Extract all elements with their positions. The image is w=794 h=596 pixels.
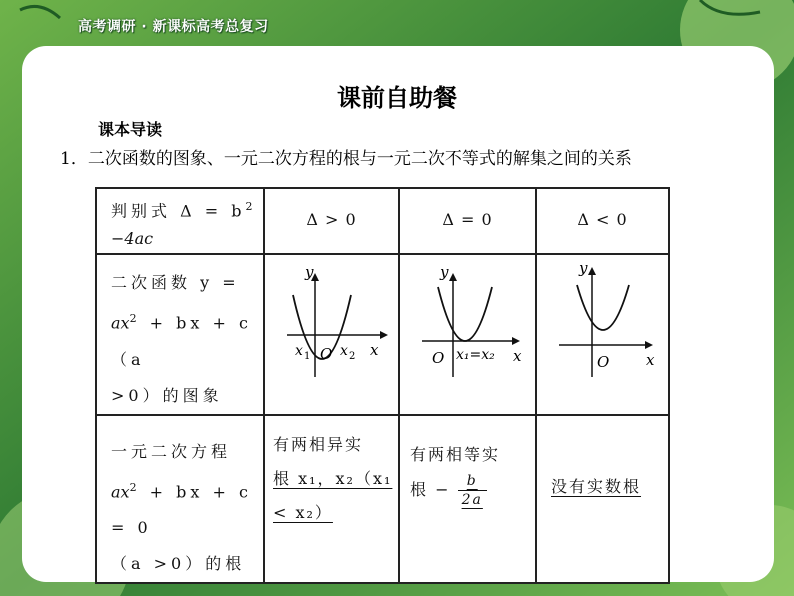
row1-label-line2: −4ac <box>111 229 154 249</box>
answer-two-roots-l2: 根 x₁，x₂（x₁ <box>273 468 393 488</box>
root-x1-label: x <box>295 343 303 360</box>
row3-label-l2sup: 2 <box>129 480 141 494</box>
one-root-answer-cell <box>399 415 536 583</box>
answer-no-root: 没有实数根 <box>551 476 642 496</box>
fraction-denominator: 2a <box>461 491 483 508</box>
row1-label-cell <box>96 188 264 254</box>
header-title: 高考调研 · 新课标高考总复习 <box>78 19 269 35</box>
double-root-label: x₁=x₂ <box>456 347 495 364</box>
fraction-numerator: b <box>458 472 487 491</box>
row2-label-l1: 二次函数 y = <box>111 273 240 293</box>
axis-x-label: x <box>646 351 655 370</box>
table-row <box>96 188 669 254</box>
answer-two-roots-l1: 有两相异实 <box>273 434 364 454</box>
row2-label-l2a: ax <box>111 313 130 333</box>
answer-one-root-l1: 有两相等实 <box>410 444 501 464</box>
origin-label: O <box>320 345 333 364</box>
axis-y-label: y <box>305 263 314 282</box>
slide-title: 课前自助餐 <box>337 83 457 112</box>
two-roots-answer-cell <box>264 415 399 583</box>
axis-x-label: x <box>513 347 522 366</box>
graph-no-root <box>537 255 668 389</box>
table-row <box>96 254 669 414</box>
row1-col2-cell <box>399 188 536 254</box>
row2-label-cell <box>96 254 264 414</box>
row1-col1-cell <box>264 188 399 254</box>
table-row <box>96 415 669 583</box>
row1-col3-cell <box>536 188 669 254</box>
discriminant-table <box>95 187 670 584</box>
row3-label-cell <box>96 415 264 583</box>
axis-y-label: y <box>440 263 449 282</box>
graph-two-roots-cell <box>264 254 399 414</box>
section-label: 课本导读 <box>98 120 163 139</box>
row3-label-l3: （a >0）的根 <box>111 553 246 573</box>
root-x2-label: x <box>340 343 348 360</box>
root-x1-sub: 1 <box>304 351 311 363</box>
row3-label-l2a: ax <box>111 481 130 501</box>
no-root-answer-cell <box>536 415 669 583</box>
delta-lt-zero: Δ < 0 <box>577 210 628 229</box>
row3-label-l1: 一元二次方程 <box>111 441 232 461</box>
graph-one-root <box>400 255 535 389</box>
intro-text: 1．二次函数的图象、一元二次方程的根与一元二次不等式的解集之间的关系 <box>60 149 632 169</box>
row2-label-l3: >0）的图象 <box>111 385 223 405</box>
answer-two-roots-l3: < x₂） <box>273 502 333 522</box>
row3-label-l2b: + bx + c = 0 <box>111 481 252 537</box>
root-x2-sub: 2 <box>349 351 356 363</box>
answer-one-root-l2: 根 − <box>410 479 451 499</box>
axis-x-label: x <box>370 341 379 360</box>
origin-label: O <box>597 353 610 372</box>
answer-one-root-fraction <box>458 472 487 509</box>
delta-gt-zero: Δ > 0 <box>306 210 357 229</box>
graph-one-root-cell <box>399 254 536 414</box>
graph-no-root-cell <box>536 254 669 414</box>
row2-label-l2b: + bx + c（a <box>111 313 252 369</box>
delta-eq-zero: Δ = 0 <box>442 210 493 229</box>
axis-y-label: y <box>579 259 588 278</box>
row2-label-l2sup: 2 <box>129 312 141 326</box>
origin-label: O <box>432 349 445 368</box>
row1-label-line1: 判别式 Δ = b <box>111 201 246 221</box>
graph-two-roots <box>265 255 398 389</box>
row1-label-sup: 2 <box>245 200 257 213</box>
